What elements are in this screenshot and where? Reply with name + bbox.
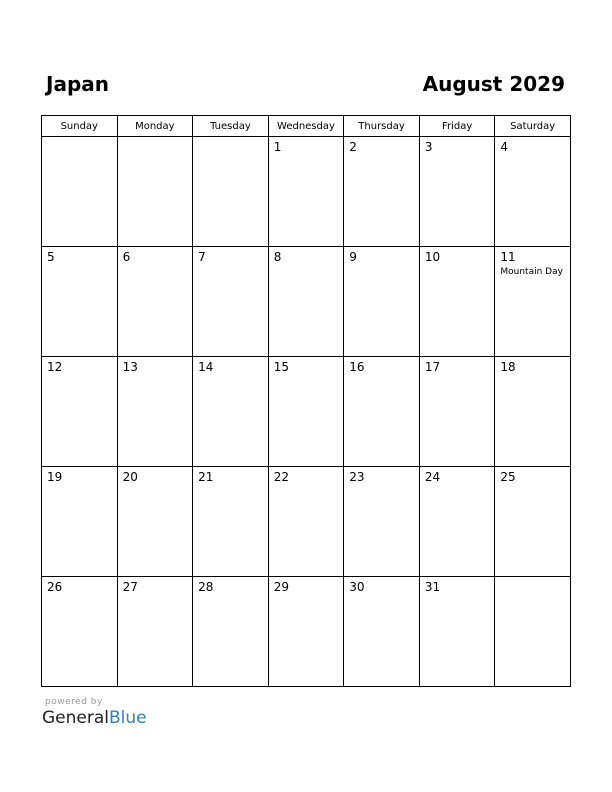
day-number: 21: [198, 470, 214, 484]
day-number: 10: [424, 250, 441, 264]
powered-by-label: powered by: [45, 697, 103, 707]
day-cell: [419, 577, 495, 687]
day-number: 9: [349, 250, 357, 264]
day-cell: [344, 137, 420, 247]
day-cell: [117, 137, 193, 247]
holiday-label: Mountain Day: [500, 267, 563, 277]
week-row: [42, 137, 571, 247]
brand-blue-text: Blue: [109, 708, 147, 728]
day-cell: [419, 247, 495, 357]
weekday-friday: Friday: [419, 116, 495, 137]
day-cell: [193, 467, 269, 577]
day-number: 1: [273, 140, 282, 154]
day-number: 19: [47, 470, 63, 484]
day-cell: [344, 357, 420, 467]
month-year-title: August 2029: [422, 72, 565, 96]
brand-general-text: General: [42, 708, 109, 728]
day-number: 20: [122, 470, 138, 484]
day-cell: [268, 137, 344, 247]
day-cell: [268, 577, 344, 687]
day-number: 6: [122, 250, 131, 264]
weekday-monday: Monday: [117, 116, 193, 137]
day-number: 31: [424, 580, 441, 594]
day-number: 18: [500, 360, 516, 374]
day-number: 7: [198, 250, 206, 264]
day-number: 27: [122, 580, 138, 594]
day-number: 12: [47, 360, 63, 374]
day-number: 5: [47, 250, 55, 264]
day-number: [42, 137, 117, 140]
weekday-header-row: [42, 116, 571, 137]
day-number: 17: [424, 360, 441, 374]
week-row: [42, 577, 571, 687]
day-number: 30: [349, 580, 365, 594]
day-number: 15: [273, 360, 289, 374]
day-number: 14: [198, 360, 214, 374]
weekday-tuesday: Tuesday: [193, 116, 269, 137]
weekday-sunday: Sunday: [42, 116, 118, 137]
generalblue-logo[interactable]: [42, 708, 147, 728]
day-number: 29: [273, 580, 289, 594]
day-cell: [42, 467, 118, 577]
day-number: 16: [349, 360, 365, 374]
day-cell: [42, 357, 118, 467]
day-cell: [419, 357, 495, 467]
day-cell: [495, 467, 571, 577]
day-cell: [193, 577, 269, 687]
day-cell: [419, 137, 495, 247]
day-cell: [268, 357, 344, 467]
day-cell: [419, 467, 495, 577]
day-number: 13: [122, 360, 138, 374]
day-cell: [117, 247, 193, 357]
day-cell: [193, 247, 269, 357]
day-cell: [117, 357, 193, 467]
day-cell: [193, 137, 269, 247]
week-row: [42, 467, 571, 577]
day-number: 24: [424, 470, 441, 484]
day-number: [495, 577, 570, 580]
day-cell: [193, 357, 269, 467]
day-number: 11: [500, 250, 516, 264]
day-number: 2: [349, 140, 357, 154]
day-cell: [42, 247, 118, 357]
day-number: [118, 137, 193, 140]
day-cell: [42, 137, 118, 247]
week-row: [42, 247, 571, 357]
country-title: Japan: [46, 72, 109, 96]
day-cell: [495, 577, 571, 687]
weekday-saturday: Saturday: [495, 116, 571, 137]
day-cell: [495, 247, 571, 357]
day-cell: [117, 577, 193, 687]
day-number: [193, 137, 268, 140]
day-number: 8: [273, 250, 282, 264]
day-cell: [495, 357, 571, 467]
day-cell: [268, 247, 344, 357]
day-cell: [344, 247, 420, 357]
day-cell: [268, 467, 344, 577]
day-cell: [495, 137, 571, 247]
day-number: 28: [198, 580, 214, 594]
week-row: [42, 357, 571, 467]
day-number: 22: [273, 470, 289, 484]
day-cell: [117, 467, 193, 577]
day-cell: [344, 577, 420, 687]
day-cell: [42, 577, 118, 687]
day-number: 26: [47, 580, 63, 594]
weekday-wednesday: Wednesday: [268, 116, 344, 137]
day-number: 3: [424, 140, 433, 154]
day-number: 4: [500, 140, 509, 154]
calendar-grid: [41, 115, 571, 687]
day-number: 23: [349, 470, 365, 484]
day-number: 25: [500, 470, 516, 484]
weekday-thursday: Thursday: [344, 116, 420, 137]
day-cell: [344, 467, 420, 577]
